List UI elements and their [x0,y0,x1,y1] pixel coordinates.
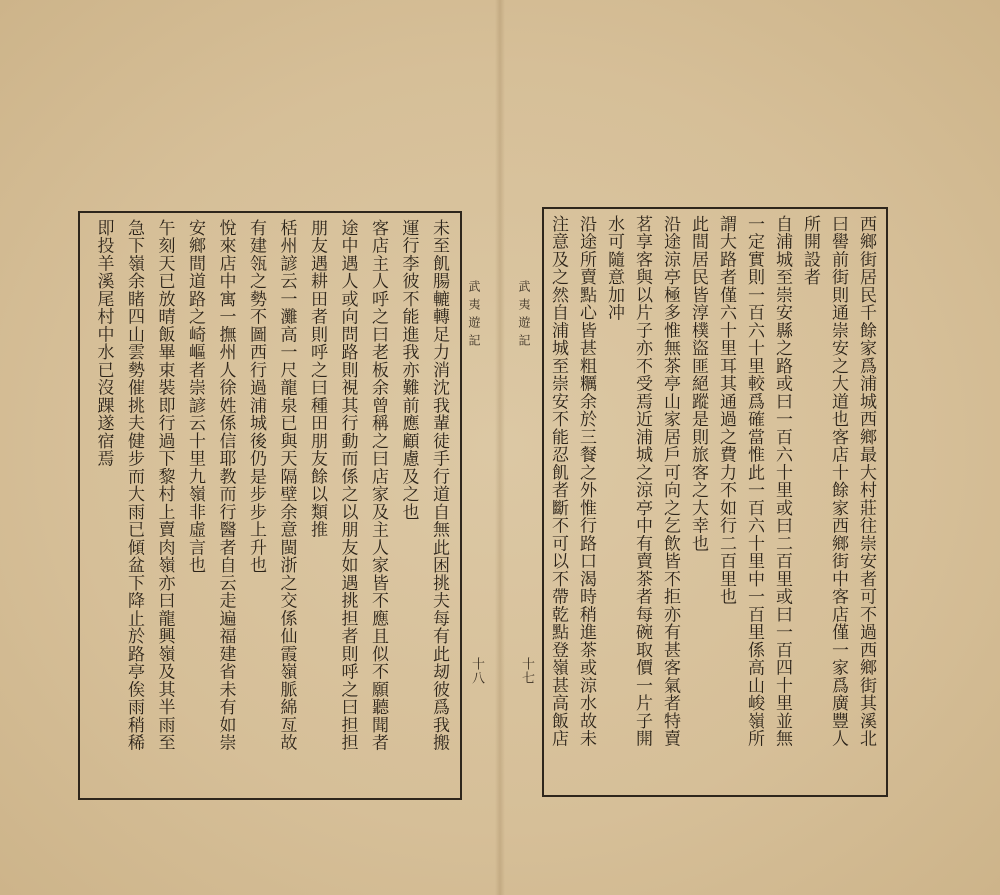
right-page-number: 十七 [519,657,534,685]
text-column: 此間居民皆淳樸盜匪絕蹤是則旅客之大幸也 [688,215,708,553]
text-column: 運行李彼不能進我亦難前應顧慮及之也 [398,219,419,521]
text-column: 注意及之然自浦城至崇安不能忍飢者斷不可以不帶乾點登嶺甚高飯店 [548,215,568,748]
left-page-body [86,219,454,792]
text-column: 午刻天已放晴飯畢束裝即行過下黎村上賣肉嶺亦曰龍興嶺及其半雨至 [154,219,175,752]
text-column: 即投羊溪尾村中水已沒踝遂宿焉 [93,219,114,468]
text-column: 謂大路者僅六十里耳其通過之費力不如行二百里也 [716,215,736,606]
left-page-running-title: 武夷遊記 [467,280,481,352]
text-column: 自浦城至崇安縣之路或曰一百六十里或曰二百里或曰一百四十里並無 [772,215,792,748]
text-column: 急下嶺余睹四山雲勢催挑夫健步而大雨已傾盆下降止於路亭俟雨稍稀 [124,219,144,752]
book-gutter-fold [495,0,505,895]
right-page-running-title: 武夷遊記 [517,280,531,352]
text-column: 所開設者 [800,215,820,286]
text-column: 安鄉間道路之崎嶇者崇諺云十里九嶺非虛言也 [185,219,205,574]
left-page-text-frame [78,211,462,800]
left-page-number: 十八 [469,657,484,685]
text-column: 途中遇人或向問路則視其行動而係之以朋友如遇挑担者則呼之曰担担 [337,219,358,752]
text-column: 水可隨意加冲 [604,215,624,322]
text-column: 西鄉街居民千餘家爲浦城西鄉最大村莊往崇安者可不過西鄉街其溪北 [856,215,876,748]
text-column: 一定實則一百六十里較爲確當惟此一百六十里中一百里係高山峻嶺所 [744,215,764,748]
text-column: 有建瓴之勢不圖西行過浦城後仍是步步上升也 [246,219,266,574]
text-column: 未至飢腸轆轉足力消沈我輩徒手行道自無此困挑夫每有此刼彼爲我搬 [429,219,449,752]
text-column: 悅來店中寓一撫州人徐姓係信耶教而行醫者自云走遍福建省未有如崇 [215,219,236,752]
text-column: 栝州諺云一灘高一尺龍泉已與天隔壁余意閩浙之交係仙霞嶺脈綿亙故 [276,219,297,752]
text-column: 客店主人呼之曰老板余曾稱之曰店家及主人家皆不應且似不願聽聞者 [368,219,388,752]
text-column: 沿途涼亭極多惟無茶亭山家居戶可向之乞飲皆不拒亦有甚客氣者特賣 [660,215,680,748]
right-page-text-frame [542,207,888,797]
text-column: 曰嚳前街則通崇安之大道也客店十餘家西鄉街中客店僅一家爲廣豐人 [828,215,848,748]
text-column: 沿途所賣點心皆甚粗糲余於三餐之外惟行路口渴時稍進茶或涼水故未 [576,215,596,748]
text-column: 茗享客與以片子亦不受焉近浦城之涼亭中有賣茶者每碗取價一片子開 [632,215,652,748]
right-page-body [550,215,880,789]
text-column: 朋友遇耕田者則呼之曰種田朋友餘以類推 [307,219,327,539]
